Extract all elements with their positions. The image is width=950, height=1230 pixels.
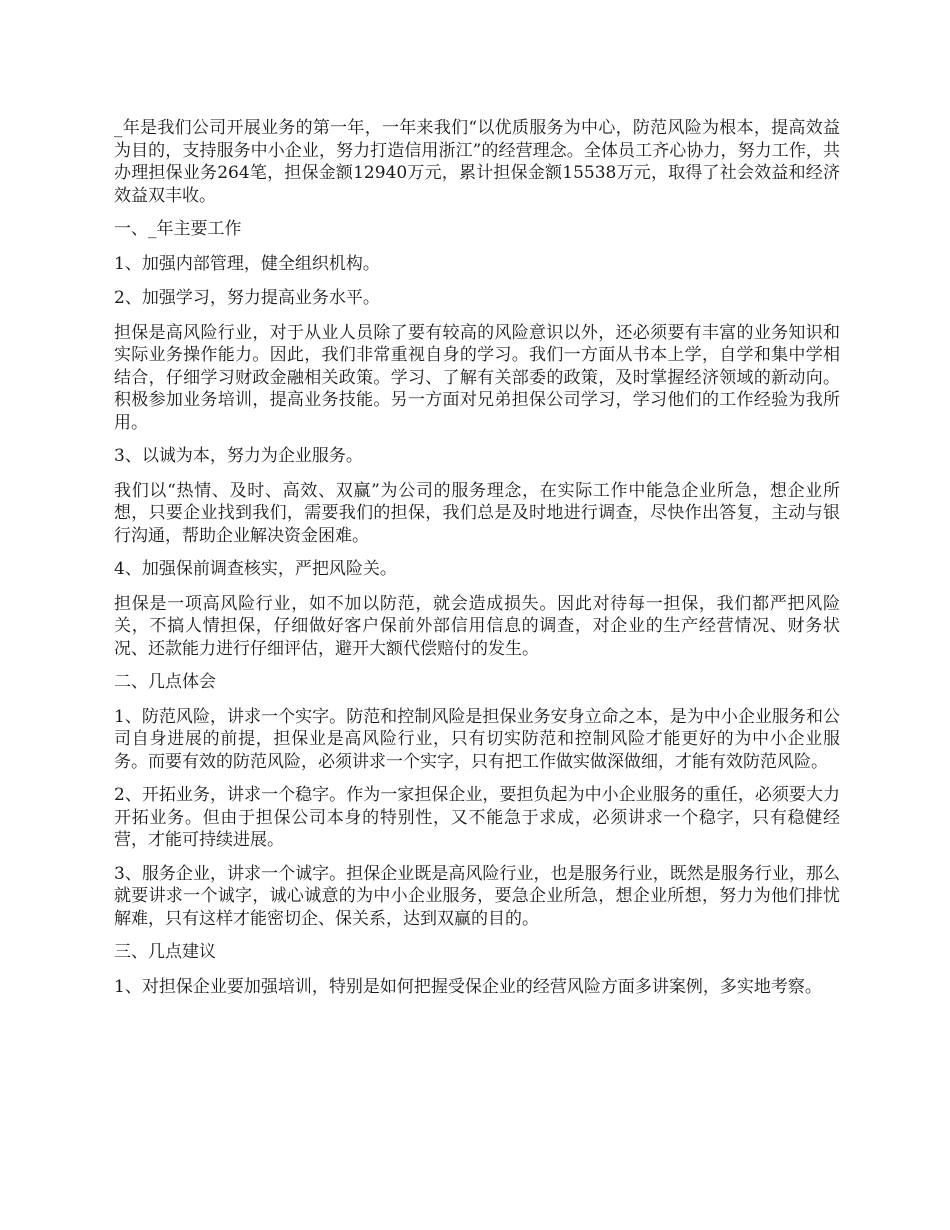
document-body: [114, 117, 840, 1009]
experience-paragraph-1: 1、防范风险，讲求一个实字。防范和控制风险是担保业务安身立命之本，是为中小企业服务和公司自身进展的前提，担保业是高风险行业，只有切实防范和控制风险才能更好的为中小企业服务。而要有效的防范风险，必须讲求一个实字，只有把工作做实做深做细，才能有效防范风险。: [114, 706, 840, 772]
body-paragraph-risk-check: 担保是一项高风险行业，如不加以防范，就会造成损失。因此对待每一担保，我们都严把风险关，不搞人情担保，仔细做好客户保前外部信用信息的调查，对企业的生产经营情况、财务状况、还款能力进行仔细评估，避开大额代偿赔付的发生。: [114, 593, 840, 659]
section-heading-main-work: 一、_年主要工作: [114, 219, 242, 239]
section-heading-experiences: 二、几点体会: [114, 672, 216, 692]
item-heading-integrity: 3、以诚为本，努力为企业服务。: [114, 446, 363, 466]
body-paragraph-study: 担保是高风险行业，对于从业人员除了要有较高的风险意识以外，还必须要有丰富的业务知识和实际业务操作能力。因此，我们非常重视自身的学习。我们一方面从书本上学，自学和集中学相结合，仔细学习财政金融相关政策。学习、了解有关部委的政策，及时掌握经济领域的新动向。积极参加业务培训，提高业务技能。另一方面对兄弟担保公司学习，学习他们的工作经验为我所用。: [114, 322, 840, 433]
item-heading-risk-check: 4、加强保前调查核实，严把风险关。: [114, 559, 397, 579]
suggestion-paragraph-1: 1、对担保企业要加强培训，特别是如何把握受保企业的经营风险方面多讲案例，多实地考察。: [114, 976, 822, 997]
item-heading-study: 2、加强学习，努力提高业务水平。: [114, 288, 380, 308]
experience-paragraph-3: 3、服务企业，讲求一个诚字。担保企业既是高风险行业，也是服务行业，既然是服务行业，那么就要讲求一个诚字，诚心诚意的为中小企业服务，要急企业所急，想企业所想，努力为他们排忧解难，只有这样才能密切企、保关系，达到双赢的目的。: [114, 863, 840, 929]
item-heading-internal-management: 1、加强内部管理，健全组织机构。: [114, 253, 380, 274]
experience-paragraph-2: 2、开拓业务，讲求一个稳字。作为一家担保企业，要担负起为中小企业服务的重任，必须要大力开拓业务。但由于担保公司本身的特别性，又不能急于求成，必须讲求一个稳字，只有稳健经营，才能可持续进展。: [114, 785, 840, 850]
body-paragraph-integrity: 我们以“热情、及时、高效、双赢”为公司的服务理念，在实际工作中能急企业所急，想企业所想，只要企业找到我们，需要我们的担保，我们总是及时地进行调查，尽快作出答复，主动与银行沟通，帮助企业解决资金困难。: [114, 480, 840, 546]
section-heading-suggestions: 三、几点建议: [114, 942, 216, 962]
intro-paragraph: _年是我们公司开展业务的第一年，一年来我们“以优质服务为中心，防范风险为根本，提高效益为目的，支持服务中小企业，努力打造信用浙江”的经营理念。全体员工齐心协力，努力工作，共办理担保业务264笔，担保金额12940万元，累计担保金额15538万元，取得了社会效益和经济效益双丰收。: [114, 118, 840, 206]
